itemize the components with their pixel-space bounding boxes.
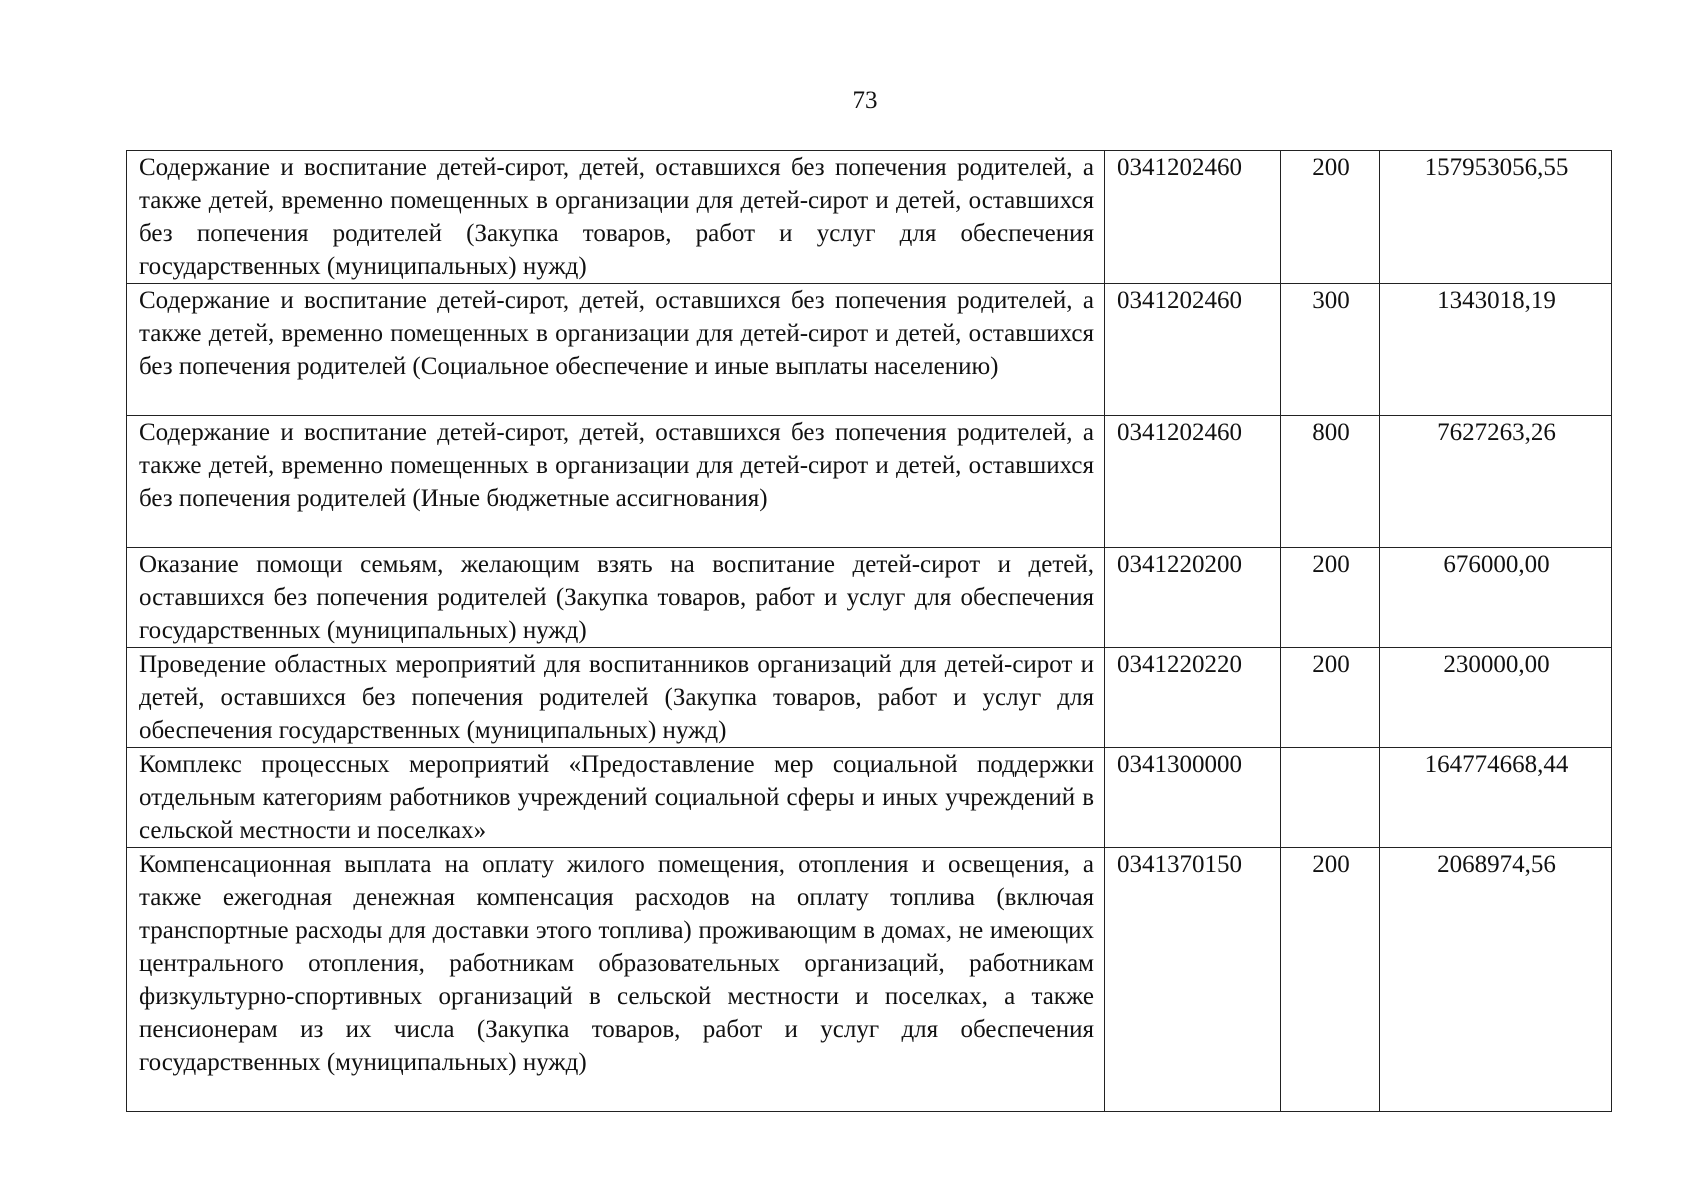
table-row (127, 284, 1612, 416)
row-description: Комплекс процессных мероприятий «Предоставление мер социальной поддержки отдельным категориям работников учреждений социальной сферы и иных учреждений в сельской местности и поселках» (127, 748, 1105, 848)
row-amount: 7627263,26 (1380, 416, 1612, 548)
budget-table (126, 150, 1612, 1112)
row-target-code: 0341202460 (1105, 416, 1281, 548)
table-row (127, 848, 1612, 1112)
row-description: Проведение областных мероприятий для воспитанников организаций для детей-сирот и детей, оставшихся без попечения родителей (Закупка товаров, работ и услуг для обеспечения государственных (муниципальных) нужд) (127, 648, 1105, 748)
row-amount: 164774668,44 (1380, 748, 1612, 848)
row-expense-type: 200 (1281, 848, 1380, 1112)
row-target-code: 0341220220 (1105, 648, 1281, 748)
row-target-code: 0341300000 (1105, 748, 1281, 848)
page-number: 73 (852, 87, 878, 114)
row-amount: 676000,00 (1380, 548, 1612, 648)
row-amount: 157953056,55 (1380, 151, 1612, 284)
row-target-code: 0341220200 (1105, 548, 1281, 648)
row-amount: 1343018,19 (1380, 284, 1612, 416)
row-expense-type: 300 (1281, 284, 1380, 416)
row-description: Содержание и воспитание детей-сирот, детей, оставшихся без попечения родителей, а также детей, временно помещенных в организации для детей-сирот и детей, оставшихся без попечения родителей (Социальное обеспечение и иные выплаты населению) (127, 284, 1105, 416)
row-description: Оказание помощи семьям, желающим взять на воспитание детей-сирот и детей, оставшихся без попечения родителей (Закупка товаров, работ и услуг для обеспечения государственных (муниципальных) нужд) (127, 548, 1105, 648)
table-row (127, 648, 1612, 748)
row-expense-type: 200 (1281, 151, 1380, 284)
row-target-code: 0341202460 (1105, 151, 1281, 284)
table-row (127, 416, 1612, 548)
row-expense-type: 200 (1281, 548, 1380, 648)
table-row (127, 151, 1612, 284)
row-expense-type: 200 (1281, 648, 1380, 748)
table-row (127, 548, 1612, 648)
row-target-code: 0341202460 (1105, 284, 1281, 416)
row-expense-type (1281, 748, 1380, 848)
row-amount: 230000,00 (1380, 648, 1612, 748)
row-description: Содержание и воспитание детей-сирот, детей, оставшихся без попечения родителей, а также детей, временно помещенных в организации для детей-сирот и детей, оставшихся без попечения родителей (Закупка товаров, работ и услуг для обеспечения государственных (муниципальных) нужд) (127, 151, 1105, 284)
row-target-code: 0341370150 (1105, 848, 1281, 1112)
row-expense-type: 800 (1281, 416, 1380, 548)
row-amount: 2068974,56 (1380, 848, 1612, 1112)
row-description: Содержание и воспитание детей-сирот, детей, оставшихся без попечения родителей, а также детей, временно помещенных в организации для детей-сирот и детей, оставшихся без попечения родителей (Иные бюджетные ассигнования) (127, 416, 1105, 548)
table-row (127, 748, 1612, 848)
row-description: Компенсационная выплата на оплату жилого помещения, отопления и освещения, а также ежегодная денежная компенсация расходов на оплату топлива (включая транспортные расходы для доставки этого топлива) проживающим в домах, не имеющих центрального отопления, работникам образовательных организаций, работникам физкультурно-спортивных организаций в сельской местности и поселках, а также пенсионерам из их числа (Закупка товаров, работ и услуг для обеспечения государственных (муниципальных) нужд) (127, 848, 1105, 1112)
